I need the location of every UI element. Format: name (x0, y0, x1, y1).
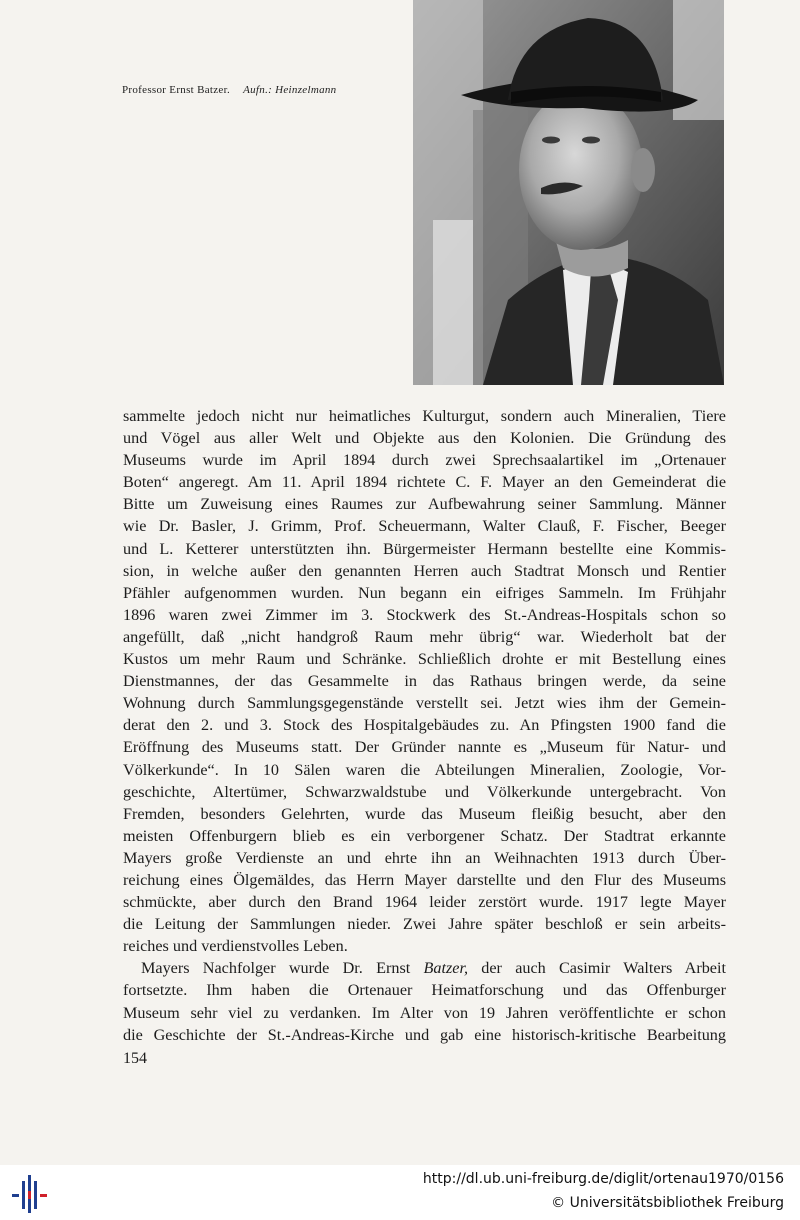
text-line: schmückte, aber durch den Brand 1964 leider zerstört wurde. 1917 legte Mayer (123, 893, 726, 912)
text-line: geschichte, Altertümer, Schwarzwaldstube und Völkerkunde untergebracht. Von (123, 782, 726, 801)
text-line: wie Dr. Basler, J. Grimm, Prof. Scheuermann, Walter Clauß, F. Fischer, Beeger (123, 517, 726, 536)
text-line: Pfähler aufgenommen wurden. Nun begann ein eifriges Sammeln. Im Frühjahr (123, 583, 726, 602)
text-line: Fremden, besonders Gelehrten, wurde das Museum fleißig besucht, aber den (123, 804, 726, 823)
text-line: Museums wurde im April 1894 durch zwei Sprechsaalartikel im „Ortenauer (123, 451, 726, 470)
text-line: Kustos um mehr Raum und Schränke. Schließlich drohte er mit Bestellung eines (123, 650, 726, 669)
document-url-link[interactable]: http://dl.ub.uni-freiburg.de/diglit/ortenau1970/0156 (422, 1171, 784, 1187)
text-line: reiches und verdienstvolles Leben. (123, 937, 348, 956)
text-line: Museum sehr viel zu verdanken. Im Alter von 19 Jahren veröffentlichte er schon (123, 1003, 726, 1022)
text-line: Wohnung durch Sammlungsgegenstände verstellt sei. Jetzt wies ihm der Gemein- (123, 694, 726, 713)
text-line: Völkerkunde“. In 10 Sälen waren die Abteilungen Mineralien, Zoologie, Vor- (123, 760, 726, 779)
text-line (123, 957, 726, 979)
text-line: und Vögel aus aller Welt und Objekte aus den Kolonien. Die Gründung des (123, 429, 726, 448)
body-text (123, 405, 726, 1046)
text-line: derat den 2. und 3. Stock des Hospitalgebäudes zu. An Pfingsten 1900 fand die (123, 716, 726, 735)
page-number: 154 (123, 1050, 147, 1067)
library-logo-icon (10, 1173, 50, 1215)
text-line: sammelte jedoch nicht nur heimatliches Kulturgut, sondern auch Mineralien, Tiere (123, 407, 726, 425)
library-footer (0, 1165, 800, 1220)
text-line: sion, in welche außer den genannten Herren auch Stadtrat Monsch und Rentier (123, 561, 726, 580)
text-line: Mayers große Verdienste an und ehrte ihn an Weihnachten 1913 durch Über- (123, 848, 726, 867)
emphasized-name: Batzer, (423, 959, 469, 978)
text-line: 1896 waren zwei Zimmer im 3. Stockwerk des St.-Andreas-Hospitals schon so (123, 605, 726, 624)
text-segment: der auch Casimir Walters Arbeit (468, 959, 726, 978)
text-line: fortsetzte. Ihm haben die Ortenauer Heimatforschung und das Offenburger (123, 981, 726, 1000)
caption-name: Professor Ernst Batzer. (122, 84, 231, 96)
text-line: und L. Ketterer unterstützten ihn. Bürgermeister Hermann bestellte eine Kommis- (123, 539, 726, 558)
photo-caption (122, 84, 402, 96)
text-segment: Mayers Nachfolger wurde Dr. Ernst (141, 959, 424, 978)
paragraph-1 (123, 405, 726, 957)
caption-credit: Aufn.: Heinzelmann (243, 84, 337, 96)
text-line: reichung eines Ölgemäldes, das Herrn Mayer darstellte und den Flur des Museums (123, 870, 726, 889)
text-line: Boten“ angeregt. Am 11. April 1894 richtete C. F. Mayer an den Gemeinderat die (123, 473, 726, 492)
text-line: Bitte um Zuweisung eines Raumes zur Aufbewahrung seiner Sammlung. Männer (123, 495, 726, 514)
text-line: meisten Offenburgern blieb es ein verborgener Schatz. Der Stadtrat erkannte (123, 826, 726, 845)
text-line: Dienstmannes, der das Gesammelte in das Rathaus bringen werde, da seine (123, 672, 726, 691)
text-line: die Leitung der Sammlungen nieder. Zwei Jahre später beschloß er sein arbeits- (123, 915, 726, 934)
text-line: Eröffnung des Museums statt. Der Gründer nannte es „Museum für Natur- und (123, 738, 726, 757)
portrait-photo (413, 0, 724, 385)
paragraph-2 (123, 957, 726, 1045)
text-line: die Geschichte der St.-Andreas-Kirche und gab eine historisch-kritische Bearbeitung (123, 1025, 726, 1044)
copyright-notice: © Universitätsbibliothek Freiburg (551, 1195, 784, 1211)
portrait-image (413, 0, 724, 385)
text-line: angefüllt, daß „nicht handgroß Raum mehr übrig“ war. Wiederholt bat der (123, 627, 726, 646)
